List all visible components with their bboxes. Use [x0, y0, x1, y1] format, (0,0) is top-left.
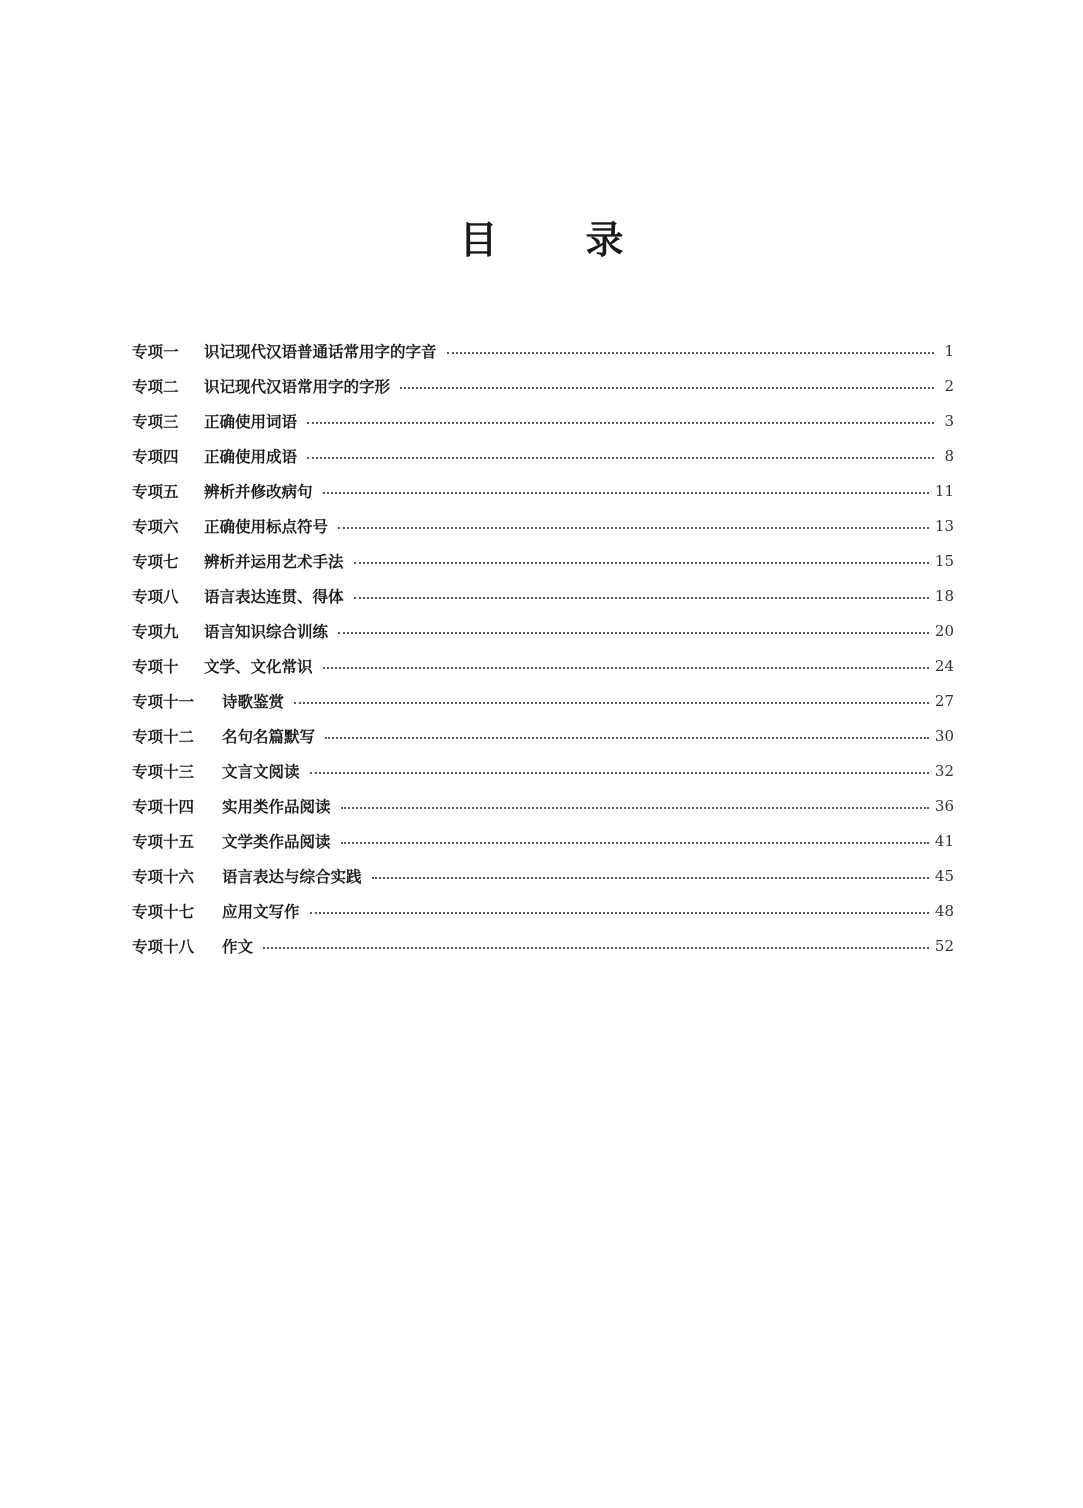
toc-entry-page-number: 3 [944, 411, 954, 430]
toc-entry-label: 专项三 [132, 412, 179, 431]
toc-entry[interactable] [132, 543, 954, 578]
toc-entry-page-number: 41 [934, 831, 954, 850]
toc-entry-label: 专项十八 [132, 937, 195, 956]
toc-dot-leader [354, 562, 929, 564]
toc-entry-label: 专项一 [132, 342, 179, 361]
toc-entry[interactable] [132, 893, 954, 928]
table-of-contents [132, 333, 954, 963]
toc-entry-page-number: 24 [934, 656, 954, 675]
toc-dot-leader [307, 457, 934, 459]
toc-entry-label: 专项十 [132, 657, 179, 676]
toc-entry-label: 专项五 [132, 482, 179, 501]
toc-entry[interactable] [132, 508, 954, 543]
toc-entry-title: 语言知识综合训练 [204, 622, 329, 641]
toc-entry-label: 专项十一 [132, 692, 195, 711]
toc-dot-leader [338, 632, 929, 634]
toc-entry-page-number: 27 [934, 691, 954, 710]
title-char-2: 录 [585, 218, 624, 262]
toc-entry-title: 实用类作品阅读 [222, 797, 331, 816]
toc-entry-page-number: 52 [934, 936, 954, 955]
toc-entry[interactable] [132, 403, 954, 438]
toc-entry-title: 辨析并修改病句 [204, 482, 313, 501]
toc-entry-title: 识记现代汉语常用字的字形 [204, 377, 391, 396]
toc-entry-title: 语言表达与综合实践 [222, 867, 362, 886]
toc-entry-label: 专项十三 [132, 762, 195, 781]
toc-dot-leader [338, 527, 929, 529]
toc-dot-leader [372, 877, 929, 879]
toc-entry-label: 专项二 [132, 377, 179, 396]
toc-dot-leader [354, 597, 929, 599]
toc-dot-leader [323, 667, 929, 669]
toc-entry-title: 正确使用词语 [204, 412, 298, 431]
toc-entry-page-number: 8 [944, 446, 954, 465]
toc-entry-title: 正确使用成语 [204, 447, 298, 466]
toc-entry-page-number: 2 [944, 376, 954, 395]
toc-dot-leader [341, 807, 929, 809]
toc-entry-page-number: 32 [934, 761, 954, 780]
toc-entry[interactable] [132, 718, 954, 753]
toc-entry-page-number: 30 [934, 726, 954, 745]
toc-entry-label: 专项四 [132, 447, 179, 466]
toc-dot-leader [400, 387, 934, 389]
toc-entry-label: 专项十七 [132, 902, 195, 921]
toc-dot-leader [263, 947, 929, 949]
toc-entry-title: 识记现代汉语普通话常用字的字音 [204, 342, 437, 361]
toc-entry-title: 语言表达连贯、得体 [204, 587, 344, 606]
page-title [0, 212, 1083, 268]
toc-entry[interactable] [132, 473, 954, 508]
toc-entry-label: 专项十六 [132, 867, 195, 886]
toc-entry[interactable] [132, 683, 954, 718]
toc-entry[interactable] [132, 438, 954, 473]
toc-dot-leader [325, 737, 929, 739]
toc-entry[interactable] [132, 648, 954, 683]
toc-entry[interactable] [132, 613, 954, 648]
toc-dot-leader [447, 352, 934, 354]
toc-entry-page-number: 20 [934, 621, 954, 640]
toc-entry-title: 作文 [222, 937, 254, 956]
toc-entry[interactable] [132, 823, 954, 858]
toc-entry[interactable] [132, 333, 954, 368]
toc-entry-title: 诗歌鉴赏 [222, 692, 285, 711]
toc-entry-label: 专项七 [132, 552, 179, 571]
toc-entry-page-number: 13 [934, 516, 954, 535]
toc-entry-title: 文言文阅读 [222, 762, 300, 781]
toc-entry-title: 正确使用标点符号 [204, 517, 329, 536]
toc-dot-leader [323, 492, 929, 494]
toc-entry[interactable] [132, 368, 954, 403]
toc-entry-title: 名句名篇默写 [222, 727, 316, 746]
toc-entry-label: 专项十二 [132, 727, 195, 746]
toc-entry-label: 专项十五 [132, 832, 195, 851]
title-char-1: 目 [459, 218, 498, 262]
toc-entry[interactable] [132, 753, 954, 788]
toc-entry-page-number: 11 [934, 481, 954, 500]
toc-dot-leader [310, 912, 929, 914]
toc-entry[interactable] [132, 788, 954, 823]
toc-entry-page-number: 15 [934, 551, 954, 570]
toc-entry-title: 应用文写作 [222, 902, 300, 921]
toc-entry-page-number: 48 [934, 901, 954, 920]
toc-entry-label: 专项九 [132, 622, 179, 641]
toc-dot-leader [310, 772, 929, 774]
toc-entry-page-number: 18 [934, 586, 954, 605]
toc-entry-title: 辨析并运用艺术手法 [204, 552, 344, 571]
toc-entry[interactable] [132, 578, 954, 613]
toc-dot-leader [294, 702, 929, 704]
toc-entry-page-number: 1 [944, 341, 954, 360]
toc-entry-page-number: 36 [934, 796, 954, 815]
toc-entry-label: 专项六 [132, 517, 179, 536]
toc-dot-leader [307, 422, 934, 424]
toc-entry-label: 专项八 [132, 587, 179, 606]
toc-dot-leader [341, 842, 929, 844]
toc-entry-page-number: 45 [934, 866, 954, 885]
toc-entry-label: 专项十四 [132, 797, 195, 816]
toc-entry[interactable] [132, 858, 954, 893]
toc-entry-title: 文学类作品阅读 [222, 832, 331, 851]
toc-entry[interactable] [132, 928, 954, 963]
toc-entry-title: 文学、文化常识 [204, 657, 313, 676]
